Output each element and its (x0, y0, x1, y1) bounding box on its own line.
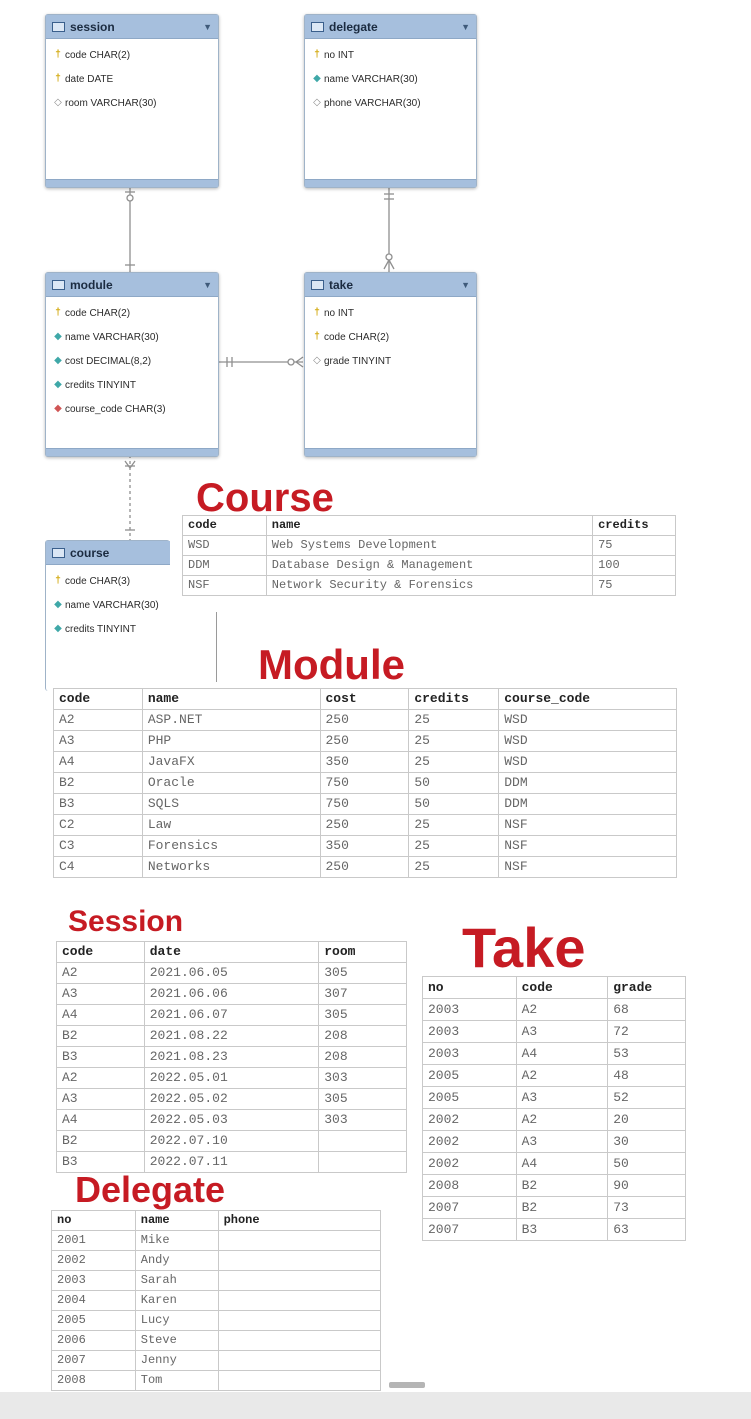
entity-column-label: no INT (324, 49, 355, 61)
cell-grade: 73 (608, 1197, 686, 1219)
cell-code: B3 (57, 1047, 145, 1068)
open-diamond-icon: ◇ (313, 355, 321, 366)
cell-no: 2002 (423, 1153, 517, 1175)
cell-name: Karen (135, 1291, 218, 1311)
table-row (183, 576, 676, 596)
table-row (423, 1175, 686, 1197)
entity-session-columns (46, 39, 218, 115)
table-row (52, 1331, 381, 1351)
entity-column-label: code CHAR(2) (65, 307, 131, 319)
cell-code: A3 (516, 1131, 608, 1153)
table-row (52, 1311, 381, 1331)
table-row (57, 1089, 407, 1110)
key-icon: † (55, 575, 61, 586)
table-row (423, 1065, 686, 1087)
delegate-table (51, 1210, 381, 1391)
entity-delegate[interactable] (304, 14, 477, 188)
entity-column[interactable] (54, 569, 170, 593)
resize-handle[interactable] (389, 1382, 425, 1388)
filled-diamond-icon: ◆ (54, 599, 62, 610)
cell-phone (218, 1271, 380, 1291)
cell-credits: 50 (409, 773, 499, 794)
cell-name: Forensics (142, 836, 320, 857)
cell-no: 2008 (52, 1371, 136, 1391)
cell-code: C4 (54, 857, 143, 878)
table-row (57, 963, 407, 984)
column-header-credits: credits (593, 516, 676, 536)
cell-cost: 250 (320, 731, 409, 752)
entity-column[interactable] (313, 325, 476, 349)
cell-no: 2004 (52, 1291, 136, 1311)
table-row (52, 1371, 381, 1391)
cell-code: DDM (183, 556, 267, 576)
cell-date: 2022.07.11 (144, 1152, 319, 1173)
cell-code: A4 (516, 1153, 608, 1175)
cell-credits: 25 (409, 815, 499, 836)
cell-no: 2002 (52, 1251, 136, 1271)
entity-course-header[interactable] (46, 541, 170, 565)
cell-name: Oracle (142, 773, 320, 794)
entity-column-label: no INT (324, 307, 355, 319)
column-header-name: name (266, 516, 592, 536)
entity-column[interactable] (54, 67, 218, 91)
cell-name: Jenny (135, 1351, 218, 1371)
cell-credits: 25 (409, 752, 499, 773)
cell-room: 303 (319, 1068, 407, 1089)
cell-date: 2021.06.06 (144, 984, 319, 1005)
table-row (183, 556, 676, 576)
cell-grade: 72 (608, 1021, 686, 1043)
entity-column-label: course_code CHAR(3) (65, 403, 166, 415)
cell-date: 2022.05.03 (144, 1110, 319, 1131)
entity-footer (46, 179, 218, 187)
header-row (54, 689, 677, 710)
table-row (57, 1026, 407, 1047)
column-header-name: name (142, 689, 320, 710)
chevron-down-icon[interactable]: ▼ (461, 21, 470, 32)
cell-cost: 750 (320, 794, 409, 815)
cell-phone (218, 1351, 380, 1371)
filled-diamond-icon: ◆ (54, 379, 62, 390)
column-header-phone: phone (218, 1211, 380, 1231)
title-session: Session (68, 905, 184, 938)
cell-no: 2005 (423, 1087, 517, 1109)
entity-column-label: code CHAR(3) (65, 575, 131, 587)
cell-name: Database Design & Management (266, 556, 592, 576)
entity-course-columns (46, 565, 170, 641)
chevron-down-icon[interactable]: ▼ (203, 279, 212, 290)
module-table (53, 688, 677, 878)
cell-date: 2022.05.01 (144, 1068, 319, 1089)
cell-name: ASP.NET (142, 710, 320, 731)
header-row (183, 516, 676, 536)
cell-credits: 75 (593, 576, 676, 596)
key-icon: † (55, 307, 61, 318)
cell-name: Networks (142, 857, 320, 878)
cell-room: 208 (319, 1026, 407, 1047)
cell-name: Lucy (135, 1311, 218, 1331)
cell-room: 305 (319, 963, 407, 984)
cell-credits: 50 (409, 794, 499, 815)
cell-code: A4 (57, 1005, 145, 1026)
cell-code: B2 (54, 773, 143, 794)
title-take: Take (462, 916, 586, 979)
table-row (423, 1197, 686, 1219)
entity-module-header[interactable] (46, 273, 218, 297)
divider (216, 612, 217, 682)
table-row (54, 773, 677, 794)
entity-session[interactable] (45, 14, 219, 188)
table-row (54, 815, 677, 836)
table-row (423, 1219, 686, 1241)
filled-diamond-icon: ◆ (313, 73, 321, 84)
cell-code: B2 (516, 1197, 608, 1219)
entity-column[interactable] (54, 91, 218, 115)
table-row (57, 1110, 407, 1131)
entity-footer (305, 448, 476, 456)
cell-cost: 350 (320, 836, 409, 857)
cell-phone (218, 1331, 380, 1351)
cell-code: B3 (57, 1152, 145, 1173)
table-row (54, 731, 677, 752)
table-row (52, 1251, 381, 1271)
column-header-credits: credits (409, 689, 499, 710)
cell-date: 2021.08.22 (144, 1026, 319, 1047)
entity-delegate-title: delegate (329, 19, 378, 34)
cell-code: A4 (516, 1043, 608, 1065)
table-row (423, 1043, 686, 1065)
cell-grade: 48 (608, 1065, 686, 1087)
entity-column-label: cost DECIMAL(8,2) (65, 355, 152, 367)
entity-column-label: code CHAR(2) (65, 49, 131, 61)
cell-phone (218, 1231, 380, 1251)
cell-name: PHP (142, 731, 320, 752)
entity-column[interactable] (54, 301, 218, 325)
entity-column-label: credits TINYINT (65, 623, 136, 635)
cell-code: A3 (516, 1021, 608, 1043)
cell-no: 2005 (423, 1065, 517, 1087)
cell-credits: 100 (593, 556, 676, 576)
entity-column[interactable] (313, 91, 476, 115)
cell-cost: 250 (320, 857, 409, 878)
cell-cost: 250 (320, 815, 409, 836)
header-row (57, 942, 407, 963)
table-row (423, 1021, 686, 1043)
cell-date: 2022.05.02 (144, 1089, 319, 1110)
entity-column-label: name VARCHAR(30) (324, 73, 418, 85)
cell-room (319, 1152, 407, 1173)
entity-column[interactable] (54, 373, 218, 397)
column-header-code: code (57, 942, 145, 963)
cell-code: C2 (54, 815, 143, 836)
cell-no: 2003 (423, 1021, 517, 1043)
title-delegate: Delegate (75, 1169, 226, 1210)
table-row (57, 1047, 407, 1068)
key-icon: † (55, 73, 61, 84)
cell-code: A2 (57, 1068, 145, 1089)
entity-column[interactable] (313, 349, 476, 373)
cell-course-code: NSF (499, 857, 677, 878)
entity-column[interactable] (54, 397, 218, 421)
entity-take-title: take (329, 277, 354, 292)
table-row (423, 1087, 686, 1109)
cell-code: A3 (516, 1087, 608, 1109)
cell-no: 2003 (52, 1271, 136, 1291)
entity-column-label: grade TINYINT (324, 355, 392, 367)
cell-name: Andy (135, 1251, 218, 1271)
table-row (52, 1351, 381, 1371)
cell-date: 2022.07.10 (144, 1131, 319, 1152)
cell-room: 208 (319, 1047, 407, 1068)
entity-column[interactable] (313, 67, 476, 91)
column-header-cost: cost (320, 689, 409, 710)
cell-no: 2002 (423, 1109, 517, 1131)
entity-module[interactable] (45, 272, 219, 457)
title-module: Module (258, 641, 405, 688)
table-row (57, 1005, 407, 1026)
title-course: Course (196, 476, 334, 520)
table-icon (311, 22, 324, 32)
entity-session-title: session (70, 19, 115, 34)
table-row (54, 836, 677, 857)
entity-footer (46, 448, 218, 456)
entity-column-label: room VARCHAR(30) (65, 97, 157, 109)
cell-no: 2007 (52, 1351, 136, 1371)
cell-code: B2 (57, 1026, 145, 1047)
cell-code: A3 (54, 731, 143, 752)
table-icon (311, 280, 324, 290)
cell-name: Sarah (135, 1271, 218, 1291)
table-row (57, 984, 407, 1005)
cell-grade: 90 (608, 1175, 686, 1197)
table-row (183, 536, 676, 556)
cell-code: A4 (57, 1110, 145, 1131)
cell-grade: 20 (608, 1109, 686, 1131)
table-row (57, 1131, 407, 1152)
entity-column-label: date DATE (65, 73, 114, 85)
cell-course-code: WSD (499, 710, 677, 731)
cell-code: A4 (54, 752, 143, 773)
table-row (54, 752, 677, 773)
cell-course-code: NSF (499, 836, 677, 857)
entity-delegate-columns (305, 39, 476, 115)
cell-no: 2003 (423, 999, 517, 1021)
table-row (54, 710, 677, 731)
cell-course-code: WSD (499, 731, 677, 752)
chevron-down-icon[interactable]: ▼ (461, 279, 470, 290)
entity-session-header[interactable] (46, 15, 218, 39)
session-table (56, 941, 407, 1173)
table-row (423, 1109, 686, 1131)
column-header-room: room (319, 942, 407, 963)
table-row (52, 1291, 381, 1311)
cell-room (319, 1131, 407, 1152)
entity-column-label: code CHAR(2) (324, 331, 390, 343)
entity-take-header[interactable] (305, 273, 476, 297)
cell-room: 305 (319, 1089, 407, 1110)
foreign-key-icon: ◆ (54, 403, 62, 414)
cell-no: 2008 (423, 1175, 517, 1197)
entity-footer (305, 179, 476, 187)
entity-course-title: course (70, 545, 110, 560)
cell-grade: 68 (608, 999, 686, 1021)
entity-take[interactable] (304, 272, 477, 457)
entity-column[interactable] (313, 43, 476, 67)
column-header-date: date (144, 942, 319, 963)
table-row (54, 794, 677, 815)
cell-phone (218, 1371, 380, 1391)
cell-code: B2 (57, 1131, 145, 1152)
open-diamond-icon: ◇ (313, 97, 321, 108)
cell-no: 2007 (423, 1219, 517, 1241)
column-header-grade: grade (608, 977, 686, 999)
filled-diamond-icon: ◆ (54, 623, 62, 634)
cell-code: B3 (516, 1219, 608, 1241)
table-icon (52, 22, 65, 32)
entity-module-title: module (70, 277, 113, 292)
column-header-no: no (423, 977, 517, 999)
table-icon (52, 548, 65, 558)
column-header-code: code (516, 977, 608, 999)
cell-phone (218, 1251, 380, 1271)
cell-course-code: DDM (499, 794, 677, 815)
cell-name: Web Systems Development (266, 536, 592, 556)
table-row (423, 999, 686, 1021)
cell-room: 305 (319, 1005, 407, 1026)
filled-diamond-icon: ◆ (54, 331, 62, 342)
column-header-no: no (52, 1211, 136, 1231)
key-icon: † (314, 49, 320, 60)
entity-column[interactable] (54, 349, 218, 373)
cell-cost: 350 (320, 752, 409, 773)
column-header-name: name (135, 1211, 218, 1231)
cell-course-code: WSD (499, 752, 677, 773)
course-table (182, 515, 676, 596)
table-row (52, 1271, 381, 1291)
cell-credits: 25 (409, 710, 499, 731)
table-row (423, 1153, 686, 1175)
cell-course-code: NSF (499, 815, 677, 836)
cell-name: JavaFX (142, 752, 320, 773)
cell-no: 2006 (52, 1331, 136, 1351)
cell-name: Tom (135, 1371, 218, 1391)
entity-module-columns (46, 297, 218, 421)
table-row (54, 857, 677, 878)
cell-grade: 53 (608, 1043, 686, 1065)
cell-grade: 63 (608, 1219, 686, 1241)
cell-name: SQLS (142, 794, 320, 815)
cell-credits: 25 (409, 731, 499, 752)
column-header-code: code (54, 689, 143, 710)
column-header-code: code (183, 516, 267, 536)
table-icon (52, 280, 65, 290)
cell-room: 303 (319, 1110, 407, 1131)
cell-code: A2 (516, 1109, 608, 1131)
cell-code: A2 (54, 710, 143, 731)
entity-take-columns (305, 297, 476, 373)
cell-credits: 25 (409, 857, 499, 878)
filled-diamond-icon: ◆ (54, 355, 62, 366)
cell-code: A2 (516, 1065, 608, 1087)
cell-cost: 250 (320, 710, 409, 731)
cell-grade: 52 (608, 1087, 686, 1109)
cell-room: 307 (319, 984, 407, 1005)
cell-no: 2003 (423, 1043, 517, 1065)
cell-code: C3 (54, 836, 143, 857)
cell-name: Steve (135, 1331, 218, 1351)
chevron-down-icon[interactable]: ▼ (203, 21, 212, 32)
cell-code: A2 (516, 999, 608, 1021)
entity-column[interactable] (54, 325, 218, 349)
header-row (423, 977, 686, 999)
cell-code: NSF (183, 576, 267, 596)
cell-credits: 25 (409, 836, 499, 857)
cell-date: 2021.06.07 (144, 1005, 319, 1026)
cell-phone (218, 1311, 380, 1331)
cell-code: A3 (57, 984, 145, 1005)
cell-grade: 30 (608, 1131, 686, 1153)
cell-date: 2021.06.05 (144, 963, 319, 984)
entity-course[interactable] (45, 540, 170, 691)
entity-column-label: phone VARCHAR(30) (324, 97, 421, 109)
cell-name: Mike (135, 1231, 218, 1251)
key-icon: † (314, 331, 320, 342)
entity-column[interactable] (313, 301, 476, 325)
cell-grade: 50 (608, 1153, 686, 1175)
cell-name: Network Security & Forensics (266, 576, 592, 596)
header-row (52, 1211, 381, 1231)
entity-column[interactable] (54, 43, 218, 67)
table-row (52, 1231, 381, 1251)
cell-credits: 75 (593, 536, 676, 556)
cell-code: B3 (54, 794, 143, 815)
cell-date: 2021.08.23 (144, 1047, 319, 1068)
cell-phone (218, 1291, 380, 1311)
column-header-course-code: course_code (499, 689, 677, 710)
cell-code: A2 (57, 963, 145, 984)
cell-code: A3 (57, 1089, 145, 1110)
take-table (422, 976, 686, 1241)
key-icon: † (55, 49, 61, 60)
entity-column[interactable] (54, 617, 170, 641)
cell-no: 2005 (52, 1311, 136, 1331)
table-row (423, 1131, 686, 1153)
key-icon: † (314, 307, 320, 318)
cell-no: 2002 (423, 1131, 517, 1153)
table-row (57, 1068, 407, 1089)
cell-code: WSD (183, 536, 267, 556)
entity-column-label: credits TINYINT (65, 379, 136, 391)
cell-code: B2 (516, 1175, 608, 1197)
cell-no: 2007 (423, 1197, 517, 1219)
cell-no: 2001 (52, 1231, 136, 1251)
entity-column-label: name VARCHAR(30) (65, 331, 159, 343)
cell-name: Law (142, 815, 320, 836)
open-diamond-icon: ◇ (54, 97, 62, 108)
cell-course-code: DDM (499, 773, 677, 794)
entity-column[interactable] (54, 593, 170, 617)
cell-cost: 750 (320, 773, 409, 794)
entity-delegate-header[interactable] (305, 15, 476, 39)
entity-column-label: name VARCHAR(30) (65, 599, 159, 611)
